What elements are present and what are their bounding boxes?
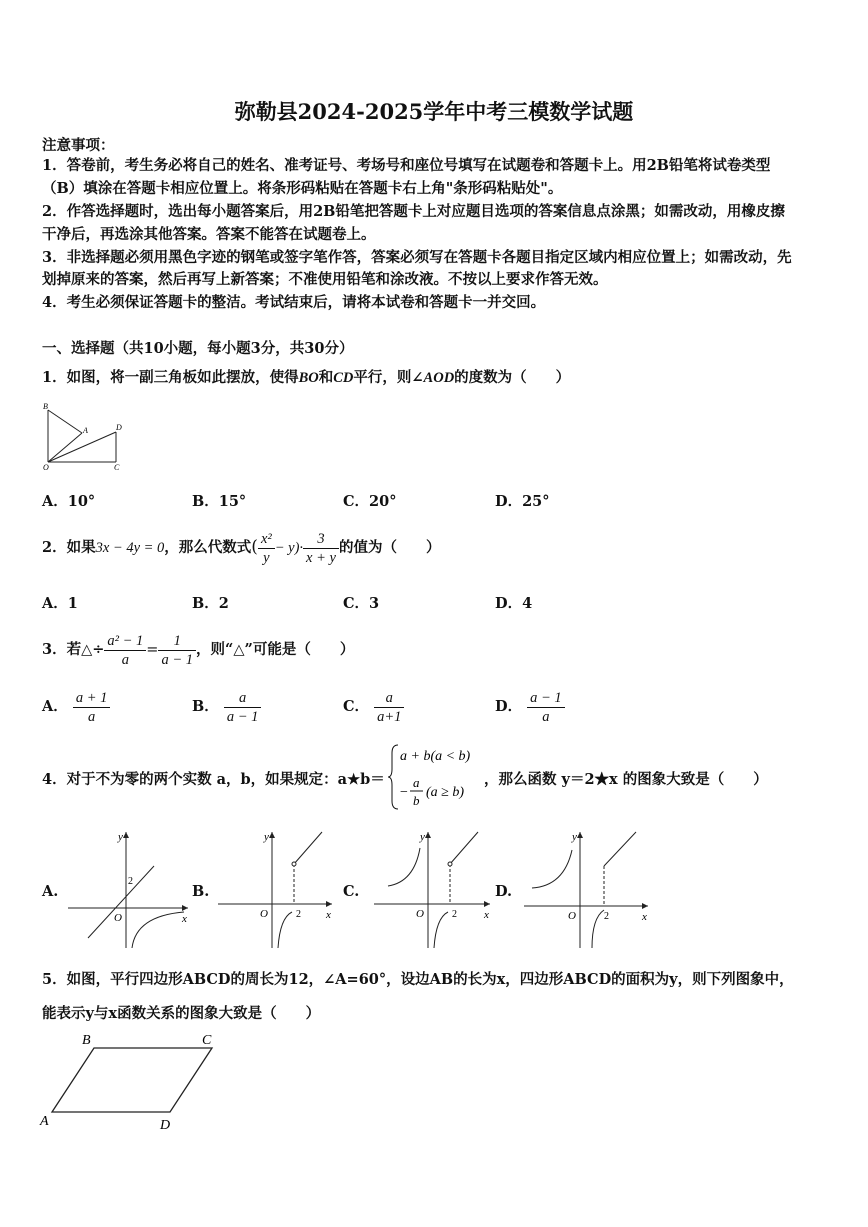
notice-line: 3．非选择题必须用黑色字迹的钢笔或签字笔作答，答案必须写在答题卡各题目指定区域内相应位置上；如需改动，先 xyxy=(42,249,792,266)
option-a[interactable]: A．1 xyxy=(42,595,78,612)
graph-option-a xyxy=(64,828,192,950)
notice-line: 4．考生必须保证答题卡的整洁。考试结束后，请将本试卷和答题卡一并交回。 xyxy=(42,294,546,311)
section-heading: 一、选择题（共10小题，每小题3分，共30分） xyxy=(42,340,354,357)
case-2-num: a xyxy=(413,775,420,790)
svg-text:2: 2 xyxy=(296,909,301,920)
graph-option-b xyxy=(214,828,338,950)
label-a: A xyxy=(40,1114,49,1129)
option-a[interactable]: A．10° xyxy=(42,493,96,510)
svg-text:2: 2 xyxy=(604,911,609,922)
svg-text:O: O xyxy=(260,908,268,920)
option-d[interactable]: D．25° xyxy=(495,493,550,510)
svg-text:x: x xyxy=(642,911,647,923)
svg-text:O: O xyxy=(416,908,424,920)
option-d[interactable]: D．4 xyxy=(495,595,533,612)
option-b[interactable]: B． $\frac{a}{a - 1}$ xyxy=(192,688,261,726)
triangle-ruler-figure xyxy=(40,400,135,472)
case-2-den: b xyxy=(413,793,420,808)
piecewise-definition xyxy=(388,741,484,813)
option-c[interactable]: C．3 xyxy=(343,595,380,612)
svg-text:x: x xyxy=(182,913,187,925)
option-d[interactable]: D． $\frac{a - 1}{a}$ xyxy=(495,688,565,726)
question-2-stem: 2．如果3x − 4y = 0，那么代数式( $\frac{\text{x²}}{y}$ − y)· $\frac{3}{x + y}$ 的值为（ ） xyxy=(42,530,441,566)
notice-line: （B）填涂在答题卡相应位置上。将条形码粘贴在答题卡右上角"条形码粘贴处"。 xyxy=(42,180,563,197)
label-d: D xyxy=(160,1118,171,1133)
question-5-line-1: 5．如图，平行四边形ABCD的周长为12，∠A=60°，设边AB的长为x，四边形ABCD的面积为y，则下列图象中， xyxy=(42,971,794,988)
svg-text:y: y xyxy=(264,831,269,843)
question-3-stem: 3．若△÷ $\frac{\text{a² − 1}}{a}$ = $\frac{1}{a - 1}$ ，则“△”可能是（ ） xyxy=(42,632,355,668)
page-title: 弥勒县2024-2025学年中考三模数学试题 xyxy=(234,99,634,124)
svg-text:O: O xyxy=(568,910,576,922)
option-a[interactable]: A． $\frac{a + 1}{a}$ xyxy=(42,688,110,726)
question-1-stem: 1．如图，将一副三角板如此摆放，使得BO和CD平行，则∠AOD的度数为（ ） xyxy=(42,369,571,386)
case-2-cond: (a ≥ b) xyxy=(426,785,465,800)
svg-text:2: 2 xyxy=(452,909,457,920)
label-a: A xyxy=(83,426,88,435)
case-1: a + b(a < b) xyxy=(400,749,471,764)
option-c[interactable]: C. xyxy=(343,883,360,900)
notice-line: 干净后，再选涂其他答案。答案不能答在试题卷上。 xyxy=(42,226,376,243)
question-5-line-2: 能表示y与x函数关系的图象大致是（ ） xyxy=(42,1005,321,1022)
label-b: B xyxy=(43,402,48,411)
option-b[interactable]: B．15° xyxy=(192,493,247,510)
option-c[interactable]: C．20° xyxy=(343,493,397,510)
svg-text:−: − xyxy=(400,785,408,800)
option-c[interactable]: C． $\frac{a}{a+1}$ xyxy=(343,688,404,726)
label-o: O xyxy=(43,463,49,472)
svg-text:y: y xyxy=(572,831,577,843)
parallelogram-figure xyxy=(38,1030,220,1134)
svg-text:x: x xyxy=(484,909,489,921)
graph-option-c xyxy=(370,828,494,950)
label-b: B xyxy=(82,1033,91,1048)
notice-line: 划掉原来的答案，然后再写上新答案；不准使用铅笔和涂改液。不按以上要求作答无效。 xyxy=(42,271,608,288)
svg-text:y: y xyxy=(118,831,123,843)
option-a[interactable]: A. xyxy=(42,883,59,900)
label-c: C xyxy=(114,463,120,472)
notice-heading: 注意事项： xyxy=(42,137,115,154)
svg-text:O: O xyxy=(114,912,122,924)
svg-text:x: x xyxy=(326,909,331,921)
question-4-prefix: 4．对于不为零的两个实数 a，b，如果规定：a★b＝ xyxy=(42,771,385,788)
notice-line: 2．作答选择题时，选出每小题答案后，用2B铅笔把答题卡上对应题目选项的答案信息点涂黑；如需改动，用橡皮擦 xyxy=(42,203,785,220)
option-b[interactable]: B．2 xyxy=(192,595,229,612)
label-c: C xyxy=(202,1033,212,1048)
label-d: D xyxy=(116,423,122,432)
svg-text:y: y xyxy=(420,831,425,843)
option-d[interactable]: D. xyxy=(495,883,513,900)
question-4-suffix: ，那么函数 y＝2★x 的图象大致是（ ） xyxy=(484,771,768,788)
graph-option-d xyxy=(520,828,654,950)
notice-line: 1．答卷前，考生务必将自己的姓名、准考证号、考场号和座位号填写在试题卷和答题卡上。用2B铅笔将试卷类型 xyxy=(42,157,771,174)
option-b[interactable]: B. xyxy=(192,883,210,900)
svg-text:2: 2 xyxy=(128,876,133,887)
